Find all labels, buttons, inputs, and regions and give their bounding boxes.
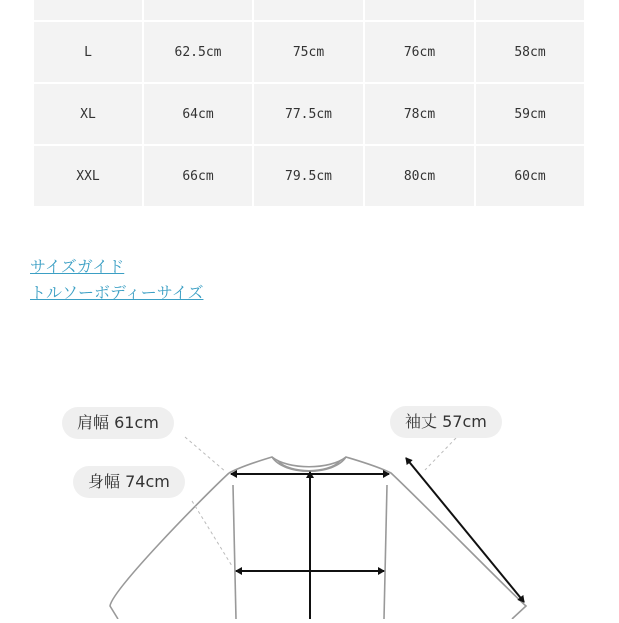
table-row xyxy=(34,84,584,144)
table-row xyxy=(34,22,584,82)
measure-cell: 75cm xyxy=(254,22,363,82)
measure-cell: 66cm xyxy=(144,146,252,206)
garment-measurement-diagram xyxy=(0,380,619,623)
measure-cell: 59cm xyxy=(476,84,584,144)
measure-cell: 80cm xyxy=(365,146,474,206)
size-cell: XXL xyxy=(34,146,142,206)
table-row xyxy=(34,0,584,20)
sleeve-length-label: 袖丈 57cm xyxy=(390,406,502,438)
measurement-arrows xyxy=(231,458,524,619)
body-width-label: 身幅 74cm xyxy=(73,466,185,498)
size-chart-table xyxy=(32,0,586,208)
measure-cell: 58cm xyxy=(476,22,584,82)
measure-cell: 79.5cm xyxy=(254,146,363,206)
size-cell: XL xyxy=(34,84,142,144)
guide-links xyxy=(30,254,203,306)
table-row xyxy=(34,146,584,206)
shoulder-width-label: 肩幅 61cm xyxy=(62,407,174,439)
measure-cell: 64cm xyxy=(144,84,252,144)
measure-cell: 77.5cm xyxy=(254,84,363,144)
size-cell: L xyxy=(34,22,142,82)
measure-cell: 76cm xyxy=(365,22,474,82)
sleeve-length-arrow xyxy=(406,458,524,602)
leader-lines xyxy=(185,437,456,566)
measure-cell: 60cm xyxy=(476,146,584,206)
torso-body-size-link[interactable]: トルソーボディーサイズ xyxy=(30,283,204,302)
size-guide-link[interactable]: サイズガイド xyxy=(30,257,125,276)
measure-cell: 62.5cm xyxy=(144,22,252,82)
measure-cell: 78cm xyxy=(365,84,474,144)
